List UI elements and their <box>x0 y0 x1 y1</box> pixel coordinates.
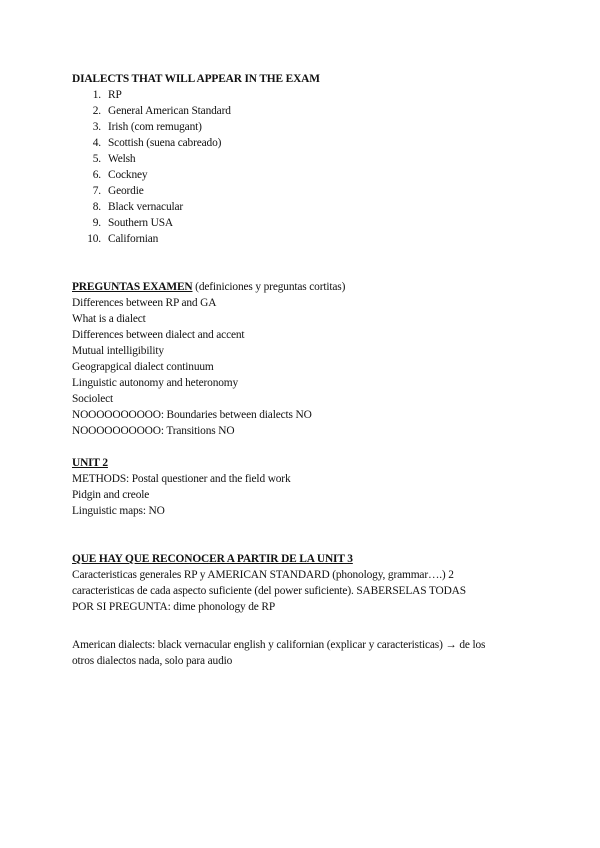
list-item: 2. General American Standard <box>92 105 231 117</box>
text-line: NOOOOOOOOOO: Transitions NO <box>72 425 235 437</box>
list-item: 6. Cockney <box>92 169 148 181</box>
dialects-list <box>72 87 532 247</box>
text-line: Pidgin and creole <box>72 489 150 501</box>
list-item: 8. Black vernacular <box>92 201 184 213</box>
list-item: 1. RP <box>92 89 122 101</box>
text-line: Differences between dialect and accent <box>72 329 245 341</box>
text-line: METHODS: Postal questioner and the field work <box>72 473 291 485</box>
text-line: What is a dialect <box>72 313 146 325</box>
text-line: Linguistic autonomy and heteronomy <box>72 377 239 389</box>
list-item: 7. Geordie <box>92 185 144 197</box>
preguntas-title: PREGUNTAS EXAMEN <box>72 281 193 293</box>
section-heading-unit3: QUE HAY QUE RECONOCER A PARTIR DE LA UNIT 3 <box>72 553 353 565</box>
text-line: Sociolect <box>72 393 114 405</box>
text-line: American dialects: black vernacular english y californian (explicar y caracteristicas) → de los <box>72 639 486 651</box>
text-line: Mutual intelligibility <box>72 345 164 357</box>
spacer <box>72 439 532 455</box>
text-line: Caracteristicas generales RP y AMERICAN STANDARD (phonology, grammar….) 2 <box>72 569 454 581</box>
section-heading-dialects: DIALECTS THAT WILL APPEAR IN THE EXAM <box>72 73 320 85</box>
list-item: 5. Welsh <box>92 153 136 165</box>
text-line: POR SI PREGUNTA: dime phonology de RP <box>72 601 276 613</box>
spacer <box>72 519 532 551</box>
text-line: Geograpgical dialect continuum <box>72 361 214 373</box>
text-line: otros dialectos nada, solo para audio <box>72 655 233 667</box>
spacer <box>72 247 532 279</box>
list-item: 4. Scottish (suena cabreado) <box>92 137 222 149</box>
preguntas-note: (definiciones y preguntas cortitas) <box>192 281 346 293</box>
spacer <box>72 615 532 637</box>
document-page <box>72 71 532 669</box>
list-item: 10. Californian <box>87 233 159 245</box>
text-line: Differences between RP and GA <box>72 297 217 309</box>
section-heading-preguntas <box>72 279 532 295</box>
text-line: caracteristicas de cada aspecto suficiente (del power suficiente). SABERSELAS TODAS <box>72 585 466 597</box>
list-item: 9. Southern USA <box>92 217 173 229</box>
text-line: Linguistic maps: NO <box>72 505 165 517</box>
list-item: 3. Irish (com remugant) <box>92 121 202 133</box>
text-line: NOOOOOOOOOO: Boundaries between dialects NO <box>72 409 312 421</box>
section-heading-unit2: UNIT 2 <box>72 457 108 469</box>
